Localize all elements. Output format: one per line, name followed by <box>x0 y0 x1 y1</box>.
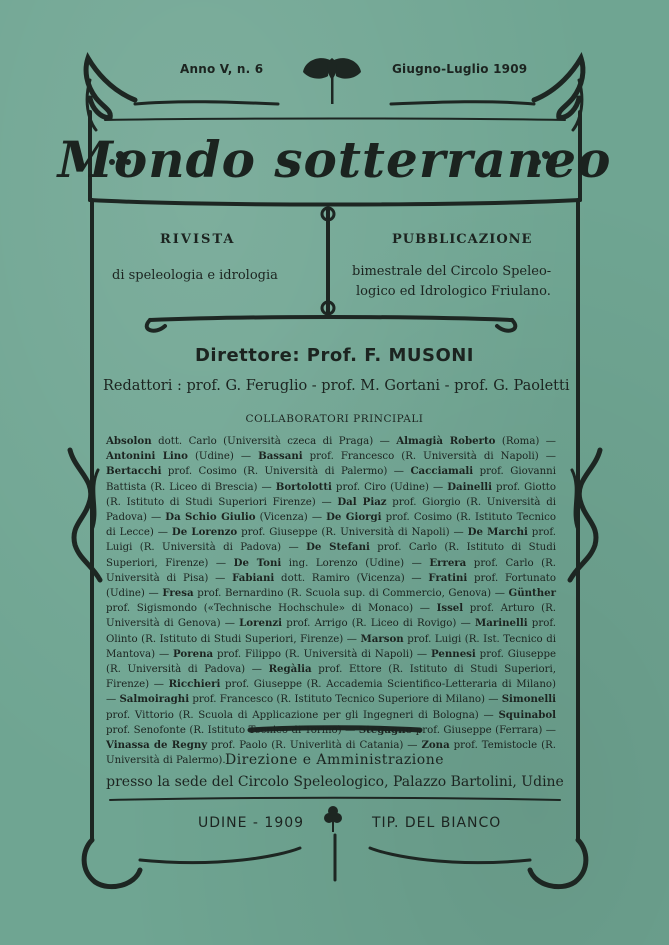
journal-title: Mondo sotterraneo <box>57 130 612 189</box>
collaborator-details: prof. Carlo (R. Università di Pisa) — <box>106 557 556 584</box>
collaborator-entry <box>396 436 556 447</box>
collaborator-details: prof. Vittorio (R. Scuola di Applicazione per gli Ingegneri di Bologna) — <box>106 709 499 721</box>
collaborator-details: prof. Fortunato (Udine) — <box>106 572 556 600</box>
collaborator-name: Vinassa de Regny <box>106 739 208 752</box>
collaborator-entry <box>162 588 508 599</box>
collaborator-details: prof. Olinto (R. Istituto di Studi Superiori, Firenze) — <box>106 618 556 645</box>
collaborator-name: Errera <box>429 556 467 569</box>
collaborator-details: prof. Giovanni Battista (R. Liceo di Brescia) — <box>106 466 556 493</box>
collaborator-details: prof. Ettore (R. Istituto di Studi Superiori, Firenze) — <box>106 664 557 691</box>
collaborator-details: prof. Giuseppe (Ferrara) — <box>412 724 556 736</box>
collaborator-name: Fresa <box>162 587 194 600</box>
collaborator-details: (Udine) — <box>187 451 259 463</box>
collaborator-name: Dal Piaz <box>337 495 387 508</box>
collaborator-entry <box>106 451 258 462</box>
collaborator-entry <box>165 512 326 523</box>
collaborator-entry <box>119 694 501 705</box>
collaborator-entry <box>106 466 410 477</box>
collaborator-name: Pennesi <box>431 647 476 660</box>
collaborator-name: Simonelli <box>501 693 557 706</box>
collaborator-details: prof. Francesco (R. Istituto Tecnico Superiore di Milano) — <box>189 694 502 706</box>
collaborator-name: De Toni <box>233 556 282 569</box>
left-column-heading: RIVISTA <box>160 232 236 247</box>
collaborator-name: Günther <box>508 587 556 600</box>
collaborator-name: Fratini <box>428 571 468 584</box>
collaborator-name: Absolon <box>106 435 152 447</box>
right-column-line1: bimestrale del Circolo Speleo- <box>352 264 552 279</box>
admin-line-1: Direzione e Amministrazione <box>224 752 444 768</box>
collaborator-name: Zona <box>421 739 450 752</box>
collaborator-name: De Marchi <box>467 526 528 539</box>
editors-line: Redattori : prof. G. Feruglio - prof. M. Gortani - prof. G. Paoletti <box>103 378 570 394</box>
collaborator-details: prof. Cosimo (R. Università di Palermo) — <box>161 466 411 478</box>
collaborator-details: prof. Temistocle (R. Università di Palermo). <box>106 740 556 767</box>
left-column-text: di speleologia e idrologia <box>112 268 278 283</box>
collaborator-name: Marson <box>360 632 404 645</box>
collaborator-entry <box>173 649 431 660</box>
collaborator-details: prof. Paolo (R. Univerlità di Catania) — <box>207 740 422 752</box>
collaborator-details: prof. Luigi (R. Ist. Tecnico di Mantova) — <box>106 633 556 660</box>
collaborator-name: Cacciamali <box>410 465 474 478</box>
collaborator-details: prof. Arrigo (R. Liceo di Rovigo) — <box>282 618 475 630</box>
collaborator-name: De Giorgi <box>326 511 382 524</box>
collaborator-name: Fabiani <box>232 571 275 584</box>
collaborator-name: Marinelli <box>474 617 528 630</box>
collaborator-entry <box>106 740 421 751</box>
collaborator-details: (Roma) — <box>495 436 556 447</box>
collaborator-details: ing. Lorenzo (Udine) — <box>281 557 430 569</box>
collaborator-details: prof. Giuseppe (R. Accademia Scientifico-Letteraria di Milano) — <box>106 679 556 706</box>
issue-number: Anno V, n. 6 <box>180 62 264 76</box>
footer-printer: TIP. DEL BIANCO <box>372 815 502 831</box>
right-column-heading: PUBBLICAZIONE <box>392 232 533 247</box>
collaborator-entry <box>239 618 475 629</box>
collaborator-details: prof. Cosimo (R. Istituto Tecnico di Lecce) — <box>106 512 556 539</box>
collaborator-details: prof. Senofonte (R. Istituto Tecnico di Torino) — <box>106 724 359 736</box>
collaborator-name: Antonini Lino <box>106 450 188 463</box>
collaborator-name: De Lorenzo <box>171 526 238 539</box>
collaborator-name: Issel <box>436 602 464 615</box>
collaborators-list <box>106 434 556 768</box>
collaborator-name: Bortolotti <box>275 480 332 493</box>
collaborator-name: Regàlia <box>268 663 312 676</box>
collaborator-details: prof. Carlo (R. Istituto di Studi Superiori, Firenze) — <box>106 542 557 569</box>
collaborator-name: Stegagno <box>358 723 413 736</box>
collaborator-details: dott. Ramiro (Vicenza) — <box>274 572 429 584</box>
collaborator-name: Da Schio Giulio <box>165 511 256 524</box>
collaborator-entry <box>258 451 556 462</box>
collaborator-entry <box>172 527 468 538</box>
collaborator-name: Bertacchi <box>106 465 162 478</box>
collaborator-details: prof. Francesco (R. Università di Napoli) — <box>302 451 556 463</box>
collaborator-name: Salmoiraghi <box>119 693 190 706</box>
collaborator-details: (Vicenza) — <box>255 512 327 524</box>
collaborator-name: De Stefani <box>306 541 370 554</box>
collaborator-details: prof. Giotto (R. Istituto di Studi Superiori Firenze) — <box>106 481 557 508</box>
collaborator-name: Lorenzi <box>239 617 283 630</box>
collaborator-details: prof. Bernardino (R. Scuola sup. di Commercio, Genova) — <box>193 588 509 600</box>
collaborator-details: prof. Giuseppe (R. Università di Padova) — <box>106 648 557 676</box>
collaborator-entry <box>276 482 448 493</box>
collaborator-name: Squinabol <box>498 708 556 721</box>
collaborator-details: prof. Arturo (R. Università di Genova) — <box>106 603 556 630</box>
collaborator-name: Dainelli <box>447 480 493 493</box>
collaborator-entry <box>234 558 430 569</box>
collaborator-entry <box>106 436 396 447</box>
collaborator-entry <box>359 725 556 736</box>
admin-line-2: presso la sede del Circolo Speleologico, Palazzo Bartolini, Udine <box>106 774 564 790</box>
collaborator-name: Ricchieri <box>168 678 221 691</box>
collaborator-details: prof. Giorgio (R. Università di Padova) — <box>106 496 556 524</box>
collaborator-name: Almagià Roberto <box>396 435 496 447</box>
footer-place-year: UDINE - 1909 <box>198 815 305 831</box>
right-column-line2: logico ed Idrologico Friulano. <box>356 284 551 299</box>
collaborators-heading: COLLABORATORI PRINCIPALI <box>245 413 424 425</box>
collaborator-details: prof. Ciro (Udine) — <box>331 481 448 493</box>
collaborator-details: dott. Carlo (Università czeca di Praga) — <box>151 436 397 447</box>
collaborator-name: Porena <box>173 647 214 660</box>
collaborator-details: prof. Sigismondo («Technische Hochschule» di Monaco) — <box>106 603 437 615</box>
collaborator-details: prof. Filippo (R. Università di Napoli) — <box>213 648 432 660</box>
collaborator-entry <box>232 573 428 584</box>
director-line: Direttore: Prof. F. MUSONI <box>194 345 475 366</box>
issue-date: Giugno-Luglio 1909 <box>392 62 528 76</box>
collaborator-name: Bassani <box>258 450 303 463</box>
collaborator-details: prof. Luigi (R. Università di Padova) — <box>106 527 556 554</box>
collaborator-details: prof. Giuseppe (R. Università di Napoli) — <box>237 527 468 539</box>
